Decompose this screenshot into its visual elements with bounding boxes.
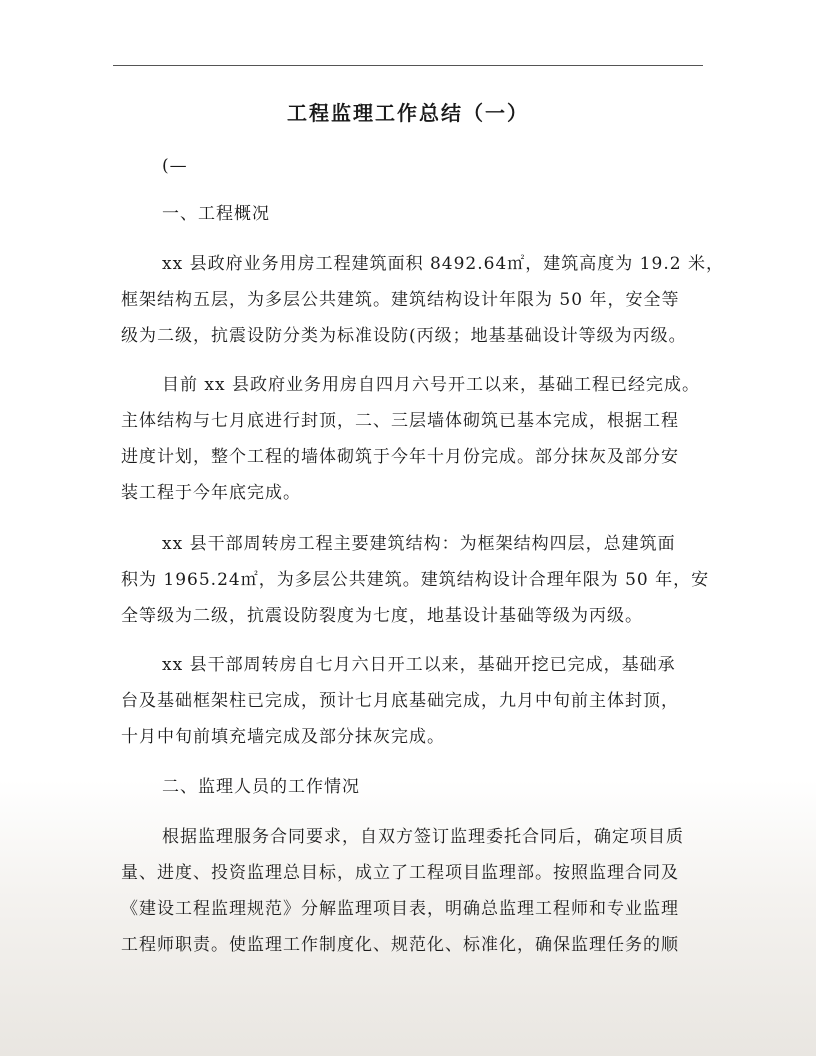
text-line: 工程师职责。使监理工作制度化、规范化、标准化，确保监理任务的顺 (121, 935, 679, 955)
text-line: 级为二级，抗震设防分类为标准设防(丙级；地基基础设计等级为丙级。 (121, 326, 687, 346)
text-line: 台及基础框架柱已完成，预计七月底基础完成，九月中旬前主体封顶， (121, 691, 679, 711)
text-line: xx 县干部周转房自七月六日开工以来，基础开挖已完成，基础承 (162, 655, 676, 675)
text-line: 积为 1965.24㎡，为多层公共建筑。建筑结构设计合理年限为 50 年，安 (121, 570, 710, 590)
text-line: 主体结构与七月底进行封顶，二、三层墙体砌筑已基本完成，根据工程 (121, 411, 679, 431)
text-line: xx 县干部周转房工程主要建筑结构：为框架结构四层，总建筑面 (162, 534, 676, 554)
text-line: 进度计划，整个工程的墙体砌筑于今年十月份完成。部分抹灰及部分安 (121, 447, 679, 467)
text-line: 目前 xx 县政府业务用房自四月六号开工以来，基础工程已经完成。 (162, 375, 700, 395)
text-line: 装工程于今年底完成。 (121, 483, 301, 503)
text-line: 全等级为二级，抗震设防裂度为七度，地基设计基础等级为丙级。 (121, 606, 643, 626)
text-line: 量、进度、投资监理总目标，成立了工程项目监理部。按照监理合同及 (121, 863, 679, 883)
text-line: xx 县政府业务用房工程建筑面积 8492.64㎡，建筑高度为 19.2 米， (162, 254, 724, 274)
text-line: 《建设工程监理规范》分解监理项目表，明确总监理工程师和专业监理 (121, 899, 679, 919)
text-line: (— (162, 156, 188, 176)
text-line: 框架结构五层，为多层公共建筑。建筑结构设计年限为 50 年，安全等 (121, 290, 680, 310)
section-heading: 二、监理人员的工作情况 (162, 777, 360, 797)
header-rule (113, 65, 703, 66)
document-title: 工程监理工作总结（一） (287, 101, 529, 125)
section-heading: 一、工程概况 (162, 204, 270, 224)
text-line: 十月中旬前填充墙完成及部分抹灰完成。 (121, 727, 445, 747)
text-line: 根据监理服务合同要求，自双方签订监理委托合同后，确定项目质 (162, 827, 684, 847)
